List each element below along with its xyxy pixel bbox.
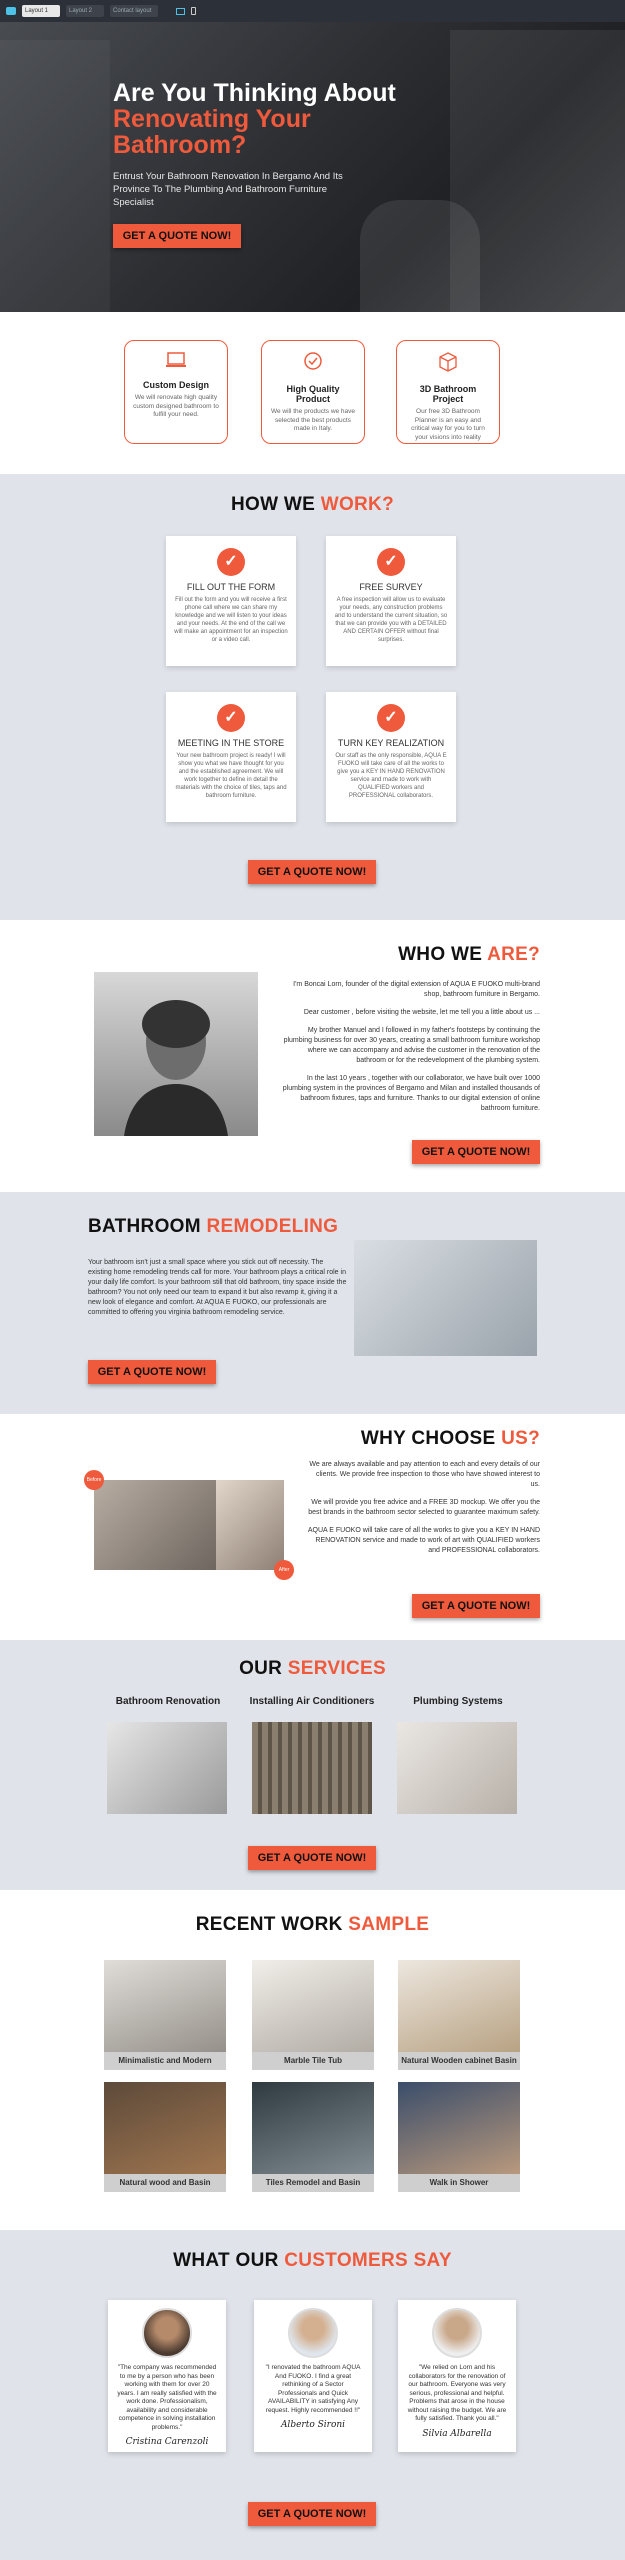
work-sample-card[interactable]: Minimalistic and Modern	[104, 1960, 226, 2070]
services-section	[0, 1640, 625, 1890]
section-title: WHY CHOOSE US?	[360, 1428, 540, 1449]
hero-section	[0, 0, 625, 312]
avatar	[288, 2308, 338, 2358]
feature-title: High Quality Product	[286, 384, 340, 404]
feature-title: 3D Bathroom Project	[419, 384, 477, 404]
check-icon: ✓	[217, 548, 245, 576]
before-photo	[94, 1480, 216, 1570]
step-text: Fill out the form and you will receive a first phone call where we can share my knowledge and we will listen to your ideas and your needs. At the end of the call we will make an appointment for an inspection or a video call.	[174, 597, 288, 643]
why-quote-button[interactable]: GET A QUOTE NOW!	[412, 1594, 540, 1618]
recent-work-section	[0, 1890, 625, 2230]
work-sample-card[interactable]: Tiles Remodel and Basin	[252, 2082, 374, 2192]
services-quote-button[interactable]: GET A QUOTE NOW!	[248, 1846, 376, 1870]
check-icon: ✓	[377, 704, 405, 732]
step-title: FILL OUT THE FORM	[186, 582, 276, 592]
after-badge: After	[274, 1560, 294, 1580]
service-title: Bathroom Renovation	[115, 1696, 221, 1707]
how-quote-button[interactable]: GET A QUOTE NOW!	[248, 860, 376, 884]
step-title: MEETING IN THE STORE	[177, 738, 285, 748]
hero-quote-button[interactable]: GET A QUOTE NOW!	[113, 224, 241, 248]
section-title: WHAT OUR CUSTOMERS SAY	[173, 2250, 452, 2271]
feature-text: We will renovate high quality custom designed bathroom to fulfill your need.	[133, 394, 219, 418]
after-photo	[216, 1480, 284, 1570]
step-text: A free inspection will allow us to evaluate your needs, any construction problems and to understand the current situation, so that we can provide you with a DETAILED AND CERTAIN OFFER without final surprises.	[334, 597, 448, 643]
step-text: Our staff as the only responsible, AQUA E FUOKO will take care of all the works to give you a KEY IN HAND RENOVATION service and made to work with QUALIFIED workers and PROFESSIONAL collaborators.	[335, 753, 447, 799]
remodel-photo	[354, 1240, 537, 1356]
avatar	[142, 2308, 192, 2358]
step-card	[326, 536, 456, 666]
why-choose-section	[0, 1414, 625, 1640]
who-quote-button[interactable]: GET A QUOTE NOW!	[412, 1140, 540, 1164]
step-card	[166, 692, 296, 822]
hero-title: Are You Thinking About Renovating Your Bathroom?	[113, 79, 396, 159]
mobile-view-icon[interactable]	[191, 7, 196, 15]
feature-text: Our free 3D Bathroom Planner is an easy and critical way for you to turn your visions into reality	[411, 408, 485, 441]
editor-toolbar	[0, 0, 625, 22]
check-icon: ✓	[377, 548, 405, 576]
before-badge: Before	[84, 1470, 104, 1490]
work-sample-card[interactable]: Walk in Shower	[398, 2082, 520, 2192]
quality-badge-icon	[302, 351, 324, 373]
testimonial-card: "We relied on Lorn and his collaborators for the renovation of our bathroom. Everyone was very serious, professional and helpful. Problems that arose in the house without raising the budget. We are fully satisfied. Thank you all." Silvia Albarella	[398, 2300, 516, 2452]
section-title: OUR SERVICES	[239, 1658, 386, 1679]
remodel-quote-button[interactable]: GET A QUOTE NOW!	[88, 1360, 216, 1384]
feature-title: Custom Design	[142, 380, 209, 390]
step-title: FREE SURVEY	[359, 582, 423, 592]
remodel-text: Your bathroom isn't just a small space where you stick out off necessity. The existing home remodeling trends call for more. Your bathroom plays a critical role in your daily life comfort. Is your bathroom still that old bathroom, tiny space inside the bathroom? You not only need our team to expand it but also revamp it, giving it a new look of elegance and comfort. At AQUA E FUOKO, our professionals are committed to offering you virginia bathroom remodeling service.	[88, 1259, 347, 1316]
section-title: RECENT WORK SAMPLE	[195, 1914, 430, 1935]
section-title: HOW WE WORK?	[231, 494, 394, 515]
feature-card	[124, 340, 228, 444]
toolbar-tab-contact[interactable]: Contact layout	[110, 5, 158, 17]
toolbar-tab-layout2[interactable]: Layout 2	[66, 5, 104, 17]
testimonial-signature: Alberto Sironi	[280, 2420, 346, 2430]
service-photo[interactable]	[252, 1722, 372, 1814]
section-title: WHO WE ARE?	[398, 944, 540, 965]
step-text: Your new bathroom project is ready! I will show you what we have thought for you and the established agreement. We will work together to define in detail the materials with the choice of tiles, taps and bathroom furniture.	[175, 753, 287, 799]
customers-quote-button[interactable]: GET A QUOTE NOW!	[248, 2502, 376, 2526]
service-photo[interactable]	[397, 1722, 517, 1814]
feature-card	[261, 340, 365, 444]
check-icon: ✓	[217, 704, 245, 732]
service-title: Installing Air Conditioners	[249, 1696, 375, 1707]
section-title: BATHROOM REMODELING	[88, 1216, 339, 1237]
cube-icon	[437, 351, 459, 373]
work-sample-card[interactable]: Natural wood and Basin	[104, 2082, 226, 2192]
how-we-work-section	[0, 474, 625, 920]
step-card	[166, 536, 296, 666]
who-we-are-section	[0, 920, 625, 1192]
service-title: Plumbing Systems	[413, 1696, 503, 1707]
avatar	[432, 2308, 482, 2358]
work-sample-card[interactable]: Marble Tile Tub	[252, 1960, 374, 2070]
feature-text: We will the products we have selected the best products made in Italy.	[270, 408, 356, 432]
testimonial-signature: Cristina Carenzoli	[125, 2437, 209, 2447]
toolbar-tab-layout1[interactable]: Layout 1	[22, 5, 60, 17]
logo-icon	[6, 7, 16, 15]
feature-card	[396, 340, 500, 444]
who-text: I'm Boncai Lorn, founder of the digital extension of AQUA E FUOKO multi-brand shop, bathroom furniture in Bergamo. Dear customer , before visiting the website, let me tell you a little about us ... My brother Manuel and I followed in my father's footsteps by continuing the plumbing business for over 30 years, creating a small bathroom furniture workshop where we can accompany and advise the customer in the renovation of the bathroom or for the redevelopment of the plumbing system. In the last 10 years , together with our collaborator, we have built over 1000 plumbing system in the provinces of Bergamo and Milan and installed thousands of bathroom fixtures, taps and furniture. Thanks to our digital extension of online bathroom furniture.	[282, 981, 540, 1112]
testimonial-signature: Silvia Albarella	[422, 2428, 492, 2439]
testimonial-card: "I renovated the bathroom AQUA And FUOKO. I find a great rethinking of a Sector Professionals and Quick AVAILABILITY in satisfying Any request. Highly recommended !!" Alberto Sironi	[254, 2300, 372, 2452]
laptop-icon	[165, 351, 187, 369]
why-text: We are always available and pay attention to each and every details of our clients. We provide free inspection to those who have showed interest to us. We will provide you free advice and a FREE 3D mockup. We offer you the best brands in the bathroom sector selected to guarantee maximum safety. AQUA E FUOKO will take care of all the works to give you a KEY IN HAND RENOVATION service and made to work of art with QUALIFIED workers and PROFESSIONAL collaborators.	[307, 1461, 540, 1554]
remodeling-section	[0, 1192, 625, 1414]
testimonial-card: "The company was recommended to me by a person who has been working with them for over 20 years. I am really satisfied with the work done. Professionalism, availability and considerable competence in solving installation problems." Cristina Carenzoli	[108, 2300, 226, 2452]
desktop-view-icon[interactable]	[176, 8, 185, 15]
work-sample-card[interactable]: Natural Wooden cabinet Basin	[398, 1960, 520, 2070]
hero-subtitle: Entrust Your Bathroom Renovation In Bergamo And Its Province To The Plumbing And Bathroom Furniture Specialist	[113, 171, 343, 208]
step-title: TURN KEY REALIZATION	[337, 738, 445, 748]
testimonials-section	[0, 2230, 625, 2560]
step-card	[326, 692, 456, 822]
service-photo[interactable]	[107, 1722, 227, 1814]
founder-photo	[94, 972, 258, 1136]
